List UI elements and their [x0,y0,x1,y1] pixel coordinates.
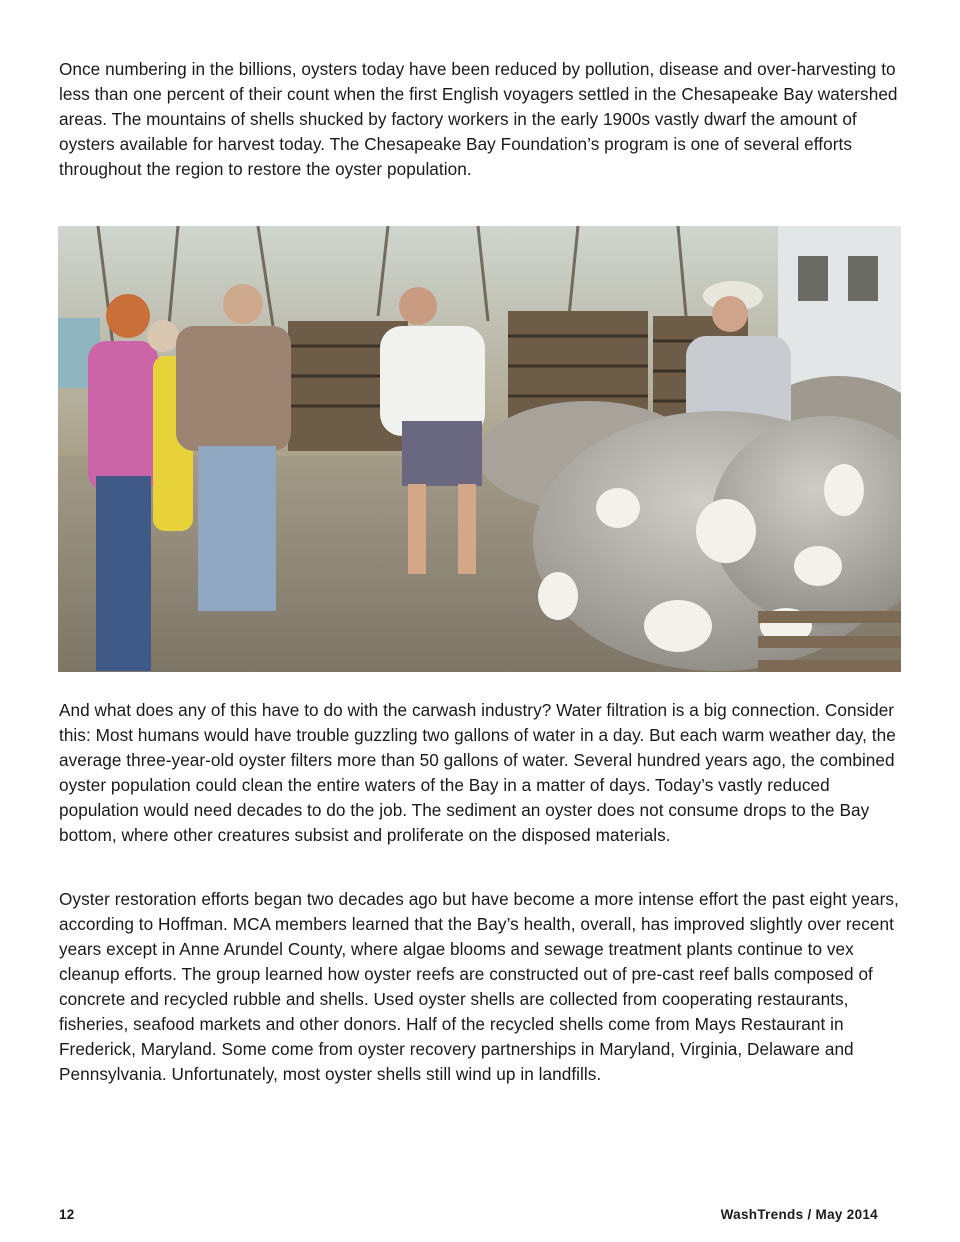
page-number: 12 [59,1207,75,1222]
article-paragraph-3: Oyster restoration efforts began two decades ago but have become a more intense effort the past eight years, according to Hoffman. MCA members learned that the Bay’s health, overall, has improved slightly over recent years except in Anne Arundel County, where algae blooms and sewage treatment plants continue to vex cleanup efforts. The group learned how oyster reefs are constructed out of pre-cast reef balls composed of concrete and recycled rubble and shells. Used oyster shells are collected from cooperating restaurants, fisheries, seafood markets and other donors. Half of the recycled shells come from Mays Restaurant in Frederick, Maryland. Some come from oyster recovery partnerships in Maryland, Virginia, Delaware and Pennsylvania. Unfortunately, most oyster shells still wind up in landfills. [59,889,899,1084]
publication-footer: WashTrends / May 2014 [720,1207,878,1222]
article-photo [58,226,901,672]
article-paragraph-1: Once numbering in the billions, oysters today have been reduced by pollution, disease and over-harvesting to less than one percent of their count when the first English voyagers settled in the Chesapeake Bay watershed areas. The mountains of shells shucked by factory workers in the early 1900s vastly dwarf the amount of oysters available for harvest today. The Chesapeake Bay Foundation’s program is one of several efforts throughout the region to restore the oyster population. [59,59,898,179]
article-paragraph-2: And what does any of this have to do with the carwash industry? Water filtration is a big connection. Consider this: Most humans would have trouble guzzling two gallons of water in a day. But each warm weather day, the average three-year-old oyster filters more than 50 gallons of water. Several hundred years ago, the combined oyster population could clean the entire waters of the Bay in a matter of days. Today’s vastly reduced population would need decades to do the job. The sediment an oyster does not consume drops to the Bay bottom, where other creatures subsist and proliferate on the disposed materials. [59,700,896,845]
